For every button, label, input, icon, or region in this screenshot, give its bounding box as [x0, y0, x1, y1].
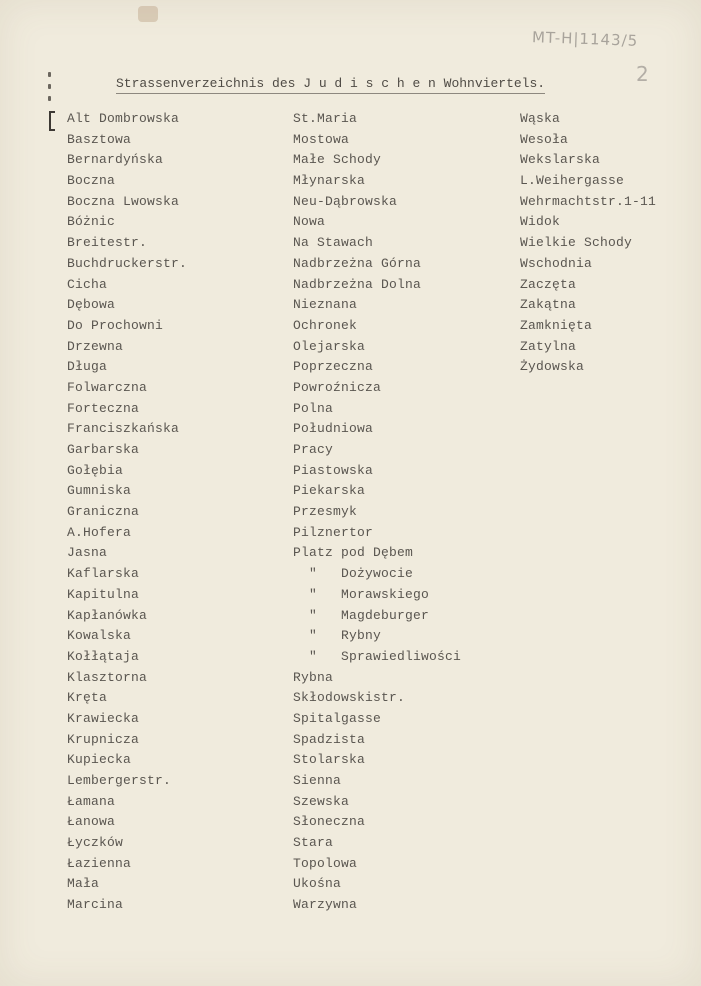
street-name: Zaczęta [520, 276, 577, 292]
street-name: Kupiecka [67, 752, 132, 768]
street-name: Przesmyk [293, 504, 358, 520]
street-name: Forteczna [67, 400, 140, 416]
margin-mark [48, 72, 51, 77]
street-name: Gumniska [67, 483, 132, 499]
street-name: Małe Schody [293, 152, 382, 168]
page-number: 2 [636, 62, 649, 86]
street-name: Spadzista [293, 731, 366, 747]
street-name: Zatylna [520, 338, 577, 354]
street-name: Piastowska [293, 462, 374, 478]
street-name: St.Maria [293, 111, 358, 126]
paper-stain [138, 6, 158, 22]
margin-mark [48, 96, 51, 101]
street-name: Do Prochowni [67, 317, 164, 333]
archive-reference: MT-H|1143/5 [531, 28, 639, 50]
street-name: Powroźnicza [293, 379, 382, 395]
street-name: Folwarczna [67, 379, 148, 395]
street-column-2 [293, 109, 461, 916]
street-name: Dębowa [67, 297, 116, 313]
street-name: Południowa [293, 421, 374, 437]
street-name: Franciszkańska [67, 421, 180, 437]
street-name: Kaflarska [67, 566, 140, 582]
street-name: Spitalgasse [293, 710, 382, 726]
page-title: Strassenverzeichnis des J u d i s c h e n Wohnviertels. [116, 76, 545, 94]
street-name: Mała [67, 876, 100, 892]
street-name: Kołłątaja [67, 648, 140, 664]
street-name: Kowalska [67, 628, 132, 644]
street-name: Wschodnia [520, 255, 593, 271]
street-name: Breitestr. [67, 235, 148, 251]
street-name: A.Hofera [67, 524, 132, 540]
street-name: Bóżnic [67, 214, 116, 230]
street-name: Pracy [293, 442, 334, 457]
street-name: Piekarska [293, 483, 366, 499]
street-name: Buchdruckerstr. [67, 255, 188, 271]
street-name: Basztowa [67, 131, 132, 147]
street-name: Polna [293, 400, 334, 416]
street-name: Platz pod Dębem [293, 545, 414, 561]
street-name: Drzewna [67, 338, 124, 354]
street-name: Sienna [293, 773, 342, 788]
street-name: Warzywna [293, 897, 358, 913]
street-name: Szewska [293, 793, 350, 809]
street-name: Cicha [67, 276, 108, 292]
street-name: Boczna [67, 173, 116, 189]
street-name: " Dożywocie [293, 566, 414, 582]
street-name: Topolowa [293, 855, 358, 871]
street-name: Olejarska [293, 338, 366, 354]
street-name: Boczna Lwowska [67, 193, 180, 209]
street-name: Pilznertor [293, 524, 374, 540]
street-name: Krawiecka [67, 710, 140, 726]
street-name: Wielkie Schody [520, 235, 633, 251]
street-name: Jasna [67, 545, 108, 561]
street-name: Mostowa [293, 131, 350, 147]
street-name: Widok [520, 214, 561, 230]
street-name: " Morawskiego [293, 586, 430, 602]
street-name: Poprzeczna [293, 359, 374, 375]
street-name: Gołębia [67, 462, 124, 478]
margin-bracket [49, 111, 55, 131]
street-name: Nadbrzeżna Górna [293, 255, 422, 271]
street-name: Żydowska [520, 359, 585, 375]
street-name: Stolarska [293, 752, 366, 768]
street-name: Ochronek [293, 317, 358, 333]
street-name: Na Stawach [293, 235, 374, 251]
street-name: Kręta [67, 690, 108, 706]
street-name: " Rybny [293, 628, 382, 644]
street-name: Zakątna [520, 297, 577, 313]
street-name: Stara [293, 835, 334, 851]
street-name: Długa [67, 359, 108, 375]
street-name: Nadbrzeżna Dolna [293, 276, 422, 292]
street-name: Marcina [67, 897, 124, 913]
street-name: Krupnicza [67, 731, 140, 747]
street-name: Kapłanówka [67, 607, 148, 623]
street-name: " Sprawiedliwości [293, 648, 462, 664]
street-name: Kapitulna [67, 586, 140, 602]
street-name: Łazienna [67, 855, 132, 871]
street-name: Garbarska [67, 442, 140, 457]
street-name: Wekslarska [520, 152, 601, 168]
street-name: Słoneczna [293, 814, 366, 830]
street-name: " Magdeburger [293, 607, 430, 623]
street-name: Ukośna [293, 876, 342, 892]
street-name: Rybna [293, 669, 334, 685]
street-name: Lembergerstr. [67, 773, 172, 788]
street-name: Klasztorna [67, 669, 148, 685]
street-name: Neu-Dąbrowska [293, 193, 398, 209]
street-name: L.Weihergasse [520, 173, 625, 189]
street-name: Wehrmachtstr.1-11 [520, 193, 657, 209]
street-name: Skłodowskistr. [293, 690, 406, 706]
street-name: Bernardyńska [67, 152, 164, 168]
street-name: Młynarska [293, 173, 366, 189]
street-column-3 [520, 109, 656, 378]
street-name: Graniczna [67, 504, 140, 520]
street-name: Wesoła [520, 131, 569, 147]
street-name: Nowa [293, 214, 326, 230]
street-name: Łanowa [67, 814, 116, 830]
street-name: Łyczków [67, 835, 124, 851]
street-column-1 [67, 109, 187, 916]
street-name: Wąska [520, 111, 561, 126]
margin-mark [48, 84, 51, 89]
street-name: Alt Dombrowska [67, 111, 180, 126]
street-name: Nieznana [293, 297, 358, 313]
street-name: Zamknięta [520, 317, 593, 333]
street-name: Łamana [67, 793, 116, 809]
